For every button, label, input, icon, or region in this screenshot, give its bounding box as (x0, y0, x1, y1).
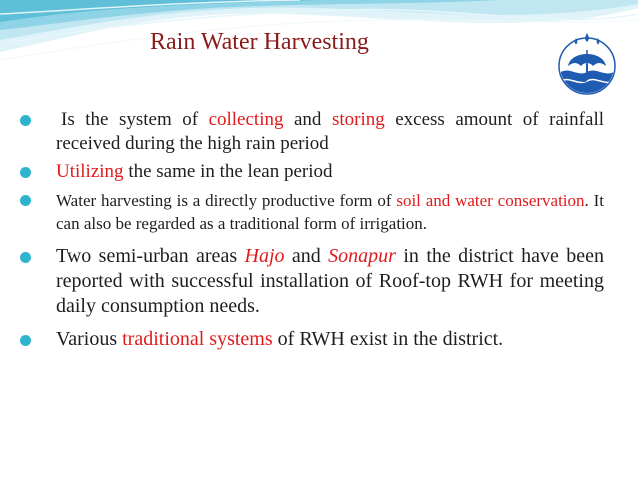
bullet-text: the same in the lean period (123, 160, 333, 182)
bullet-text: Two semi-urban areas (56, 244, 245, 267)
bullet-item (20, 108, 604, 156)
bullet-item (20, 327, 604, 352)
place-name-text: Hajo (244, 244, 285, 267)
umbrella-logo-icon (556, 30, 618, 100)
bullet-text: in the district have been reported with successful installation of Roof-top RWH for meeting daily consumption needs. (56, 244, 604, 317)
bullet-text: of RWH exist in the district. (272, 327, 504, 350)
highlight-text: traditional systems (122, 327, 273, 350)
highlight-text: collecting (208, 109, 284, 130)
bullet-list (20, 108, 604, 352)
slide-title: Rain Water Harvesting (150, 29, 369, 55)
bullet-text: and (283, 109, 332, 130)
bullet-item (20, 244, 604, 319)
bullet-item (20, 160, 604, 184)
bullet-text: and (284, 244, 329, 267)
bullet-item (20, 189, 604, 236)
bullet-text: . It can also be regarded as a traditional form of irrigation. (56, 190, 605, 234)
bullet-marker-icon (20, 335, 31, 346)
highlight-text: storing (331, 109, 385, 130)
highlight-text: Utilizing (56, 160, 124, 182)
bullet-marker-icon (20, 115, 31, 126)
bullet-marker-icon (20, 167, 31, 178)
place-name-text: Sonapur (328, 244, 396, 267)
bullet-text: excess amount of rainfall received during the high rain period (56, 109, 604, 154)
highlight-text: soil and water conservation (396, 190, 585, 210)
bullet-text: Is the system of (61, 109, 209, 130)
bullet-marker-icon (20, 195, 31, 206)
bullet-marker-icon (20, 252, 31, 263)
bullet-text: Various (56, 327, 123, 350)
bullet-text: Water harvesting is a directly productive form of (56, 190, 397, 210)
